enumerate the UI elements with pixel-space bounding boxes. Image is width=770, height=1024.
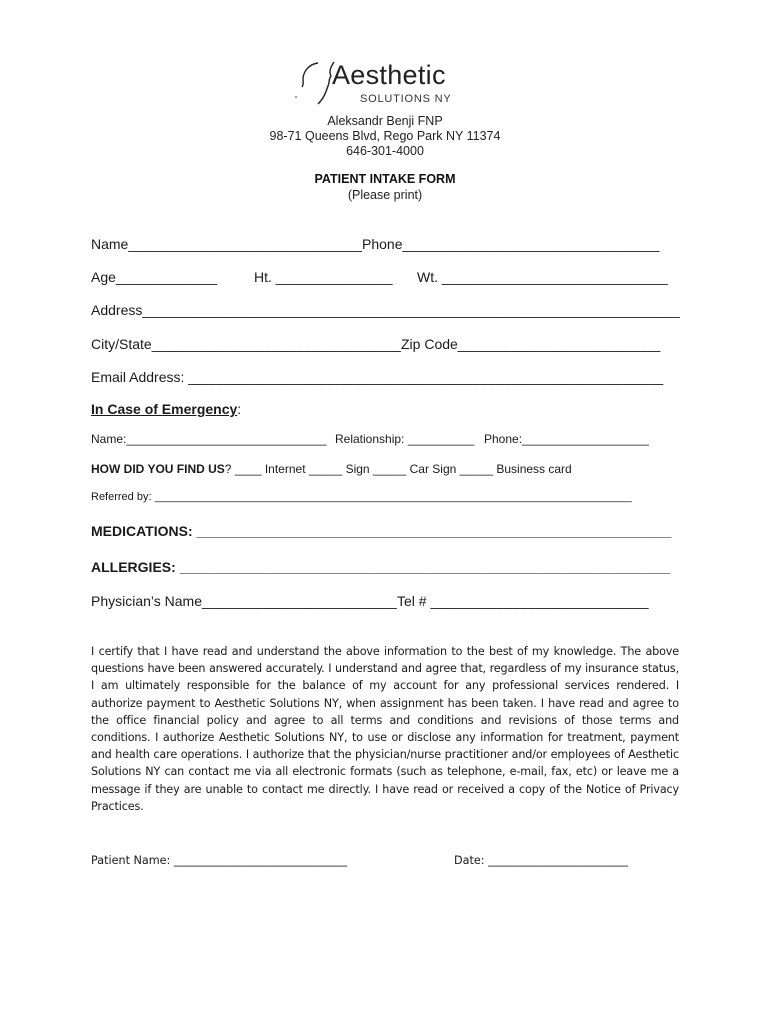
certification-statement: I certify that I have read and understand the above information to the best of my knowledge. The above questions have been answered accurately. I understand and agree that, regardless of my insurance status, I am ultimately responsible for the balance of my account for any professional services rendered. I authorize payment to Aesthetic Solutions NY, when assignment has been taken. I have read and agree to the office financial policy and agree to all terms and conditions and revisions of those terms and conditions. I authorize Aesthetic Solutions NY, to use or disclose any information for treatment, payment and health care operations. I authorize that the physician/nurse practitioner and/or employees of Aesthetic Solutions NY can contact me via all electronic formats (such as telephone, e-mail, fax, etc) or leave me a message if they are unable to contact me directly. I have read or received a copy of the Notice of Privacy Practices. <box>91 645 679 813</box>
find-us-row <box>91 462 572 476</box>
age-field[interactable]: Age_____________ <box>91 269 218 285</box>
emergency-phone-field[interactable]: Phone:___________________ <box>484 432 649 446</box>
city-state-field[interactable]: City/State________________________________ <box>91 336 401 352</box>
find-us-question-mark: ? <box>224 462 232 476</box>
zip-code-field[interactable]: Zip Code__________________________ <box>401 336 661 352</box>
weight-field[interactable]: Wt. _____________________________ <box>417 269 668 285</box>
address-field[interactable]: Address_____________________________________________________________________ <box>91 302 680 318</box>
referred-by-field[interactable]: Referred by: ______________________________________________________________________________ <box>91 491 632 503</box>
date-field[interactable]: Date: _________________________ <box>454 854 628 867</box>
emergency-name-field[interactable]: Name:______________________________ <box>91 432 327 446</box>
email-field[interactable]: Email Address: _____________________________________________________________ <box>91 369 664 385</box>
medications-field[interactable]: MEDICATIONS: _____________________________________________________________ <box>91 523 672 539</box>
emergency-heading-text: In Case of Emergency <box>91 401 238 417</box>
height-field[interactable]: Ht. _______________ <box>254 269 393 285</box>
emergency-relationship-field[interactable]: Relationship: __________ <box>335 432 475 446</box>
practice-phone: 646-301-4000 <box>346 144 424 158</box>
emergency-heading <box>91 401 241 417</box>
allergies-field[interactable]: ALLERGIES: _______________________________________________________________ <box>91 559 671 575</box>
form-title: PATIENT INTAKE FORM <box>314 172 456 186</box>
form-subtitle: (Please print) <box>347 188 423 202</box>
physician-tel-field[interactable]: Tel # ____________________________ <box>397 593 649 609</box>
find-us-label: HOW DID YOU FIND US <box>91 462 225 476</box>
physician-name-field[interactable]: Physician’s Name_________________________ <box>91 593 397 609</box>
patient-name-signature-field[interactable]: Patient Name: _______________________________ <box>91 854 348 867</box>
phone-field[interactable]: Phone_________________________________ <box>362 236 660 252</box>
emergency-heading-colon: : <box>237 401 242 417</box>
aesthetic-solutions-logo <box>288 58 488 110</box>
find-us-options[interactable]: ____ Internet _____ Sign _____ Car Sign _____ Business card <box>234 462 572 476</box>
practice-address: 98-71 Queens Blvd, Rego Park NY 11374 <box>269 129 501 143</box>
logo-wordmark: Aesthetic <box>332 60 446 90</box>
name-field[interactable]: Name______________________________ <box>91 236 362 252</box>
logo-subtitle: SOLUTIONS NY <box>360 93 452 105</box>
practitioner-name: Aleksandr Benji FNP <box>327 114 443 128</box>
